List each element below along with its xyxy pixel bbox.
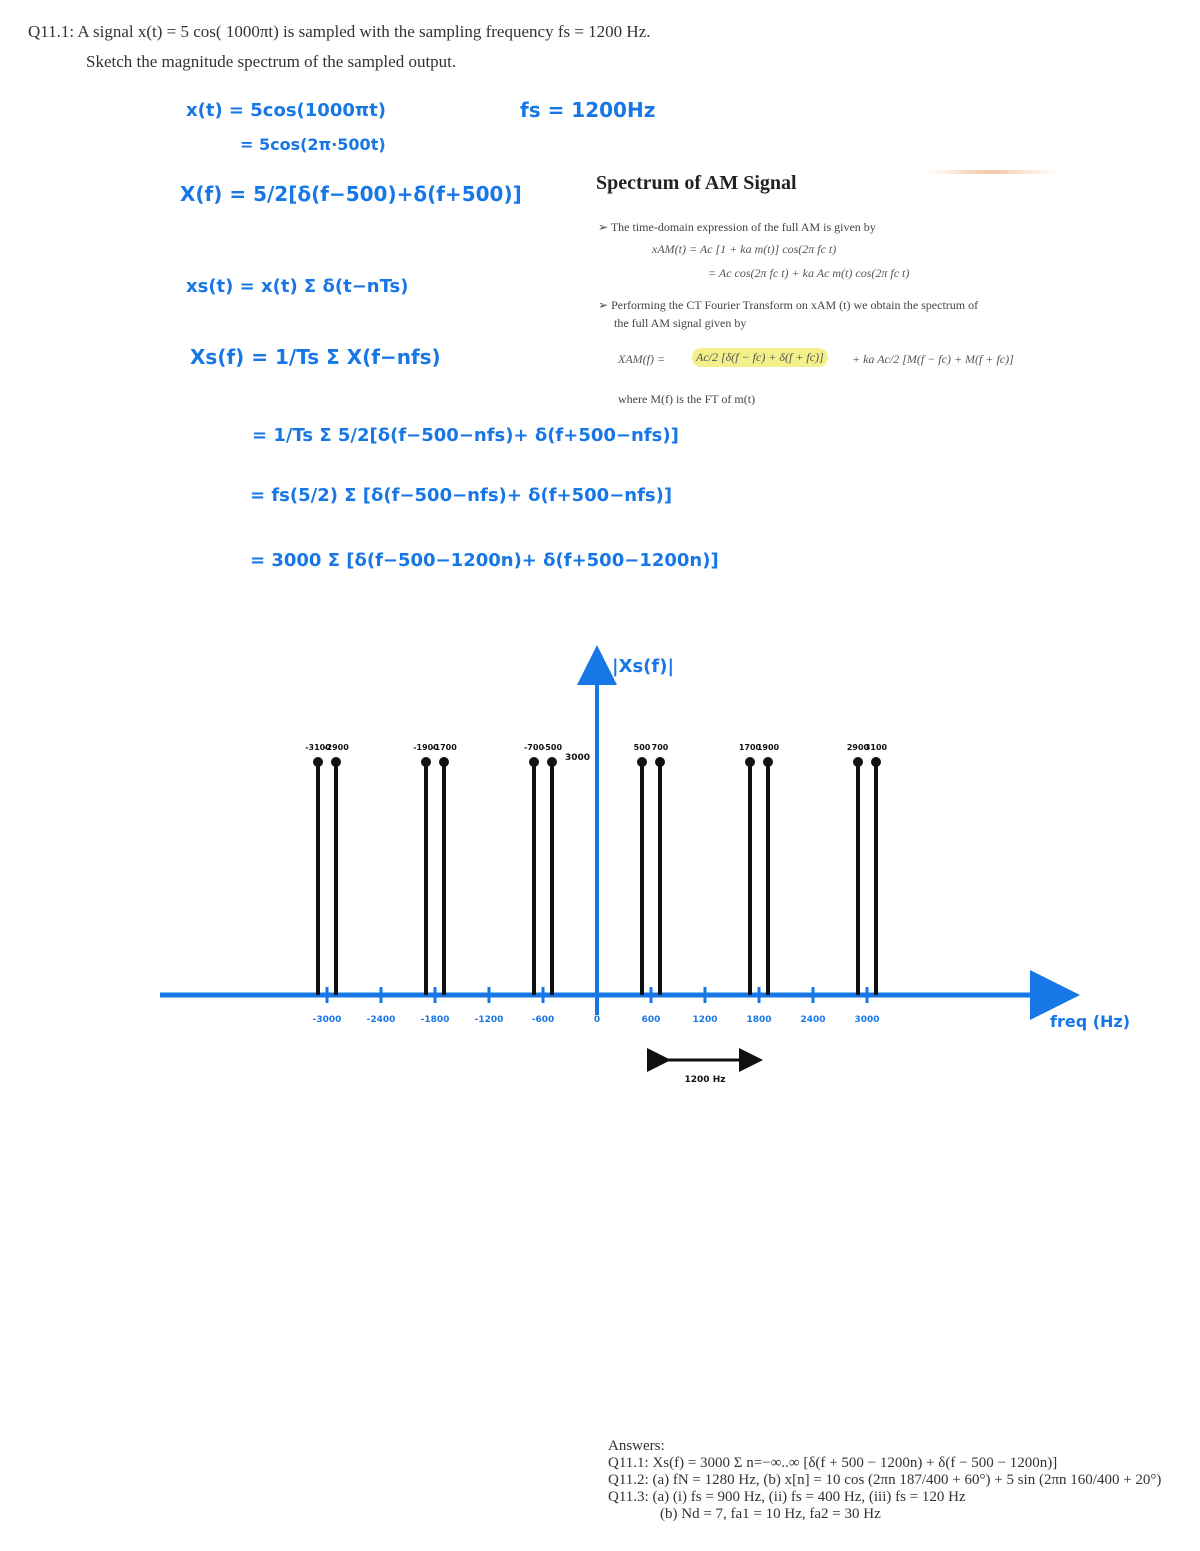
stem-label: 1900: [756, 743, 780, 752]
stem-label: -2900: [323, 743, 349, 752]
inset-eq-1: xAM(t) = Ac [1 + ka m(t)] cos(2π fc t): [652, 242, 837, 256]
hw-line-ft: X(f) = 5/2[δ(f−500)+δ(f+500)]: [180, 182, 522, 206]
stem-marker: [871, 757, 881, 767]
answer-q11-3: Q11.3: (a) (i) fs = 900 Hz, (ii) fs = 400 Hz, (iii) fs = 120 Hz: [608, 1489, 966, 1505]
stem-label: 1700: [738, 743, 762, 752]
stem-label: -1900: [413, 743, 439, 752]
stem-label: -500: [541, 743, 563, 752]
stem-marker: [547, 757, 557, 767]
inset-where: where M(f) is the FT of m(t): [618, 392, 756, 406]
hw-line-spectrum: Xs(f) = 1/Ts Σ X(f−nfs): [190, 345, 441, 369]
stem-marker: [439, 757, 449, 767]
hw-sampling-freq: fs = 1200Hz: [520, 98, 656, 122]
x-tick-label: 2400: [800, 1015, 826, 1025]
inset-eq-3-highlight: Ac/2 [δ(f − fc) + δ(f + fc)]: [692, 348, 828, 367]
x-tick-label: -3000: [312, 1015, 342, 1025]
hw-line-expand-2: = fs(5/2) Σ [δ(f−500−nfs)+ δ(f+500−nfs)]: [250, 485, 673, 506]
stem-marker: [313, 757, 323, 767]
x-tick-label: 1800: [746, 1015, 772, 1025]
question-line-2: Sketch the magnitude spectrum of the sampled output.: [86, 52, 457, 71]
stem-marker: [853, 757, 863, 767]
question-line-1: Q11.1: A signal x(t) = 5 cos( 1000πt) is sampled with the sampling frequency fs = 1200 Hz.: [28, 22, 651, 41]
stem-marker: [745, 757, 755, 767]
inset-eq-3-lhs: XAM(f) =: [618, 352, 666, 366]
stem-marker: [421, 757, 431, 767]
stem-label: 500: [633, 743, 651, 752]
hw-line-expand-1: = 1/Ts Σ 5/2[δ(f−500−nfs)+ δ(f+500−nfs)]: [252, 425, 679, 446]
y-axis-label: |Xs(f)|: [612, 656, 675, 677]
x-tick-label: -600: [531, 1015, 555, 1025]
hw-line-sampled: xs(t) = x(t) Σ δ(t−nTs): [186, 276, 409, 297]
stem-marker: [331, 757, 341, 767]
stem-label: 3100: [864, 743, 888, 752]
answers-block: [608, 1438, 1161, 1523]
inset-bullet-2: ➢ Performing the CT Fourier Transform on xAM (t) we obtain the spectrum of: [598, 298, 979, 312]
inset-eq-3-rhs: + ka Ac/2 [M(f − fc) + M(f + fc)]: [852, 352, 1014, 366]
stem-marker: [637, 757, 647, 767]
stem-label: -3100: [305, 743, 331, 752]
x-axis-label: freq (Hz): [1050, 1012, 1131, 1031]
stem-marker: [763, 757, 773, 767]
answer-q11-1: Q11.1: Xs(f) = 3000 Σ n=−∞..∞ [δ(f + 500 − 1200n) + δ(f − 500 − 1200n)]: [608, 1455, 1058, 1471]
hw-line-result: = 3000 Σ [δ(f−500−1200n)+ δ(f+500−1200n)]: [250, 550, 719, 571]
hw-line-rewrite: = 5cos(2π·500t): [240, 135, 386, 154]
stem-label: -1700: [431, 743, 457, 752]
hw-line-signal: x(t) = 5cos(1000πt): [186, 100, 386, 121]
inset-bullet-2-cont: the full AM signal given by: [614, 316, 747, 330]
x-tick-label: 0: [593, 1015, 601, 1025]
answers-heading: Answers:: [608, 1438, 665, 1454]
stem-marker: [655, 757, 665, 767]
inset-title: Spectrum of AM Signal: [596, 172, 797, 194]
y-top-label: 3000: [564, 753, 590, 763]
stem-label: 2900: [846, 743, 870, 752]
x-tick-label: 1200: [692, 1015, 718, 1025]
x-tick-label: 600: [641, 1015, 661, 1025]
inset-bullet-1: ➢ The time-domain expression of the full AM is given by: [598, 220, 876, 234]
inset-eq-2: = Ac cos(2π fc t) + ka Ac m(t) cos(2π fc t): [708, 266, 910, 280]
stem-label: -700: [523, 743, 545, 752]
spacing-label: 1200 Hz: [684, 1075, 726, 1085]
x-tick-label: -2400: [366, 1015, 396, 1025]
stem-label: 700: [651, 743, 669, 752]
answer-q11-3b: (b) Nd = 7, fa1 = 10 Hz, fa2 = 30 Hz: [660, 1506, 881, 1522]
answer-q11-2: Q11.2: (a) fN = 1280 Hz, (b) x[n] = 10 cos (2πn 187/400 + 60°) + 5 sin (2πn 160/400 + 20°): [608, 1472, 1162, 1488]
stem-marker: [529, 757, 539, 767]
x-tick-label: -1200: [474, 1015, 504, 1025]
x-tick-label: -1800: [420, 1015, 450, 1025]
x-tick-label: 3000: [854, 1015, 880, 1025]
